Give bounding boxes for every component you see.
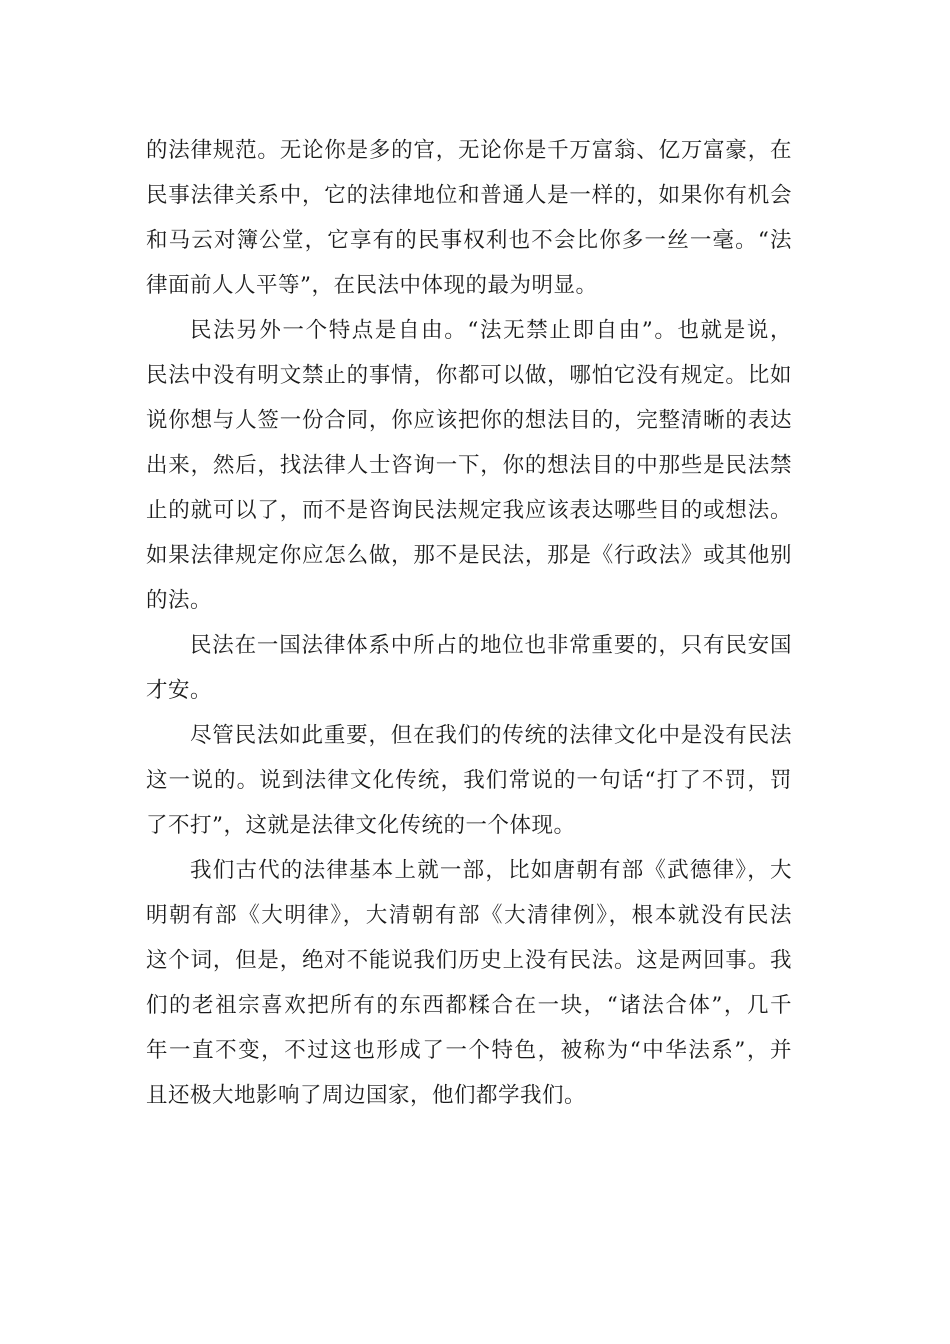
paragraph-4 bbox=[146, 713, 792, 848]
text-line: 和马云对簿公堂，它享有的民事权利也不会比你多一丝一毫。“法 bbox=[146, 228, 792, 253]
text-line: 年一直不变，不过这也形成了一个特色，被称为“中华法系”，并 bbox=[146, 1038, 792, 1063]
text-line: 的法。 bbox=[146, 588, 213, 613]
text-line: 民法在一国法律体系中所占的地位也非常重要的，只有民安国 bbox=[190, 633, 792, 658]
paragraph-3 bbox=[146, 623, 792, 713]
text-line: 这一说的。说到法律文化传统，我们常说的一句话“打了不罚，罚 bbox=[146, 768, 792, 793]
paragraph-1 bbox=[146, 128, 792, 308]
text-line: 民法另外一个特点是自由。“法无禁止即自由”。也就是说， bbox=[190, 318, 792, 343]
text-line: 们的老祖宗喜欢把所有的东西都糅合在一块，“诸法合体”，几千 bbox=[146, 993, 792, 1018]
text-line: 止的就可以了，而不是咨询民法规定我应该表达哪些目的或想法。 bbox=[146, 498, 792, 523]
text-line: 这个词，但是，绝对不能说我们历史上没有民法。这是两回事。我 bbox=[146, 948, 792, 973]
text-line: 民法中没有明文禁止的事情，你都可以做，哪怕它没有规定。比如 bbox=[146, 363, 792, 388]
text-line: 出来，然后，找法律人士咨询一下，你的想法目的中那些是民法禁 bbox=[146, 453, 792, 478]
text-line: 了不打”，这就是法律文化传统的一个体现。 bbox=[146, 813, 576, 838]
paragraph-5 bbox=[146, 848, 792, 1118]
text-line: 明朝有部《大明律》，大清朝有部《大清律例》，根本就没有民法 bbox=[146, 903, 792, 928]
text-line: 尽管民法如此重要，但在我们的传统的法律文化中是没有民法 bbox=[190, 723, 792, 748]
text-line: 说你想与人签一份合同，你应该把你的想法目的，完整清晰的表达 bbox=[146, 408, 792, 433]
document-body bbox=[146, 128, 792, 1118]
text-line: 如果法律规定你应怎么做，那不是民法，那是《行政法》或其他别 bbox=[146, 543, 792, 568]
paragraph-2 bbox=[146, 308, 792, 623]
text-line: 我们古代的法律基本上就一部，比如唐朝有部《武德律》，大 bbox=[190, 858, 792, 883]
text-line: 才安。 bbox=[146, 678, 213, 703]
text-line: 的法律规范。无论你是多的官，无论你是千万富翁、亿万富豪，在 bbox=[146, 138, 792, 163]
text-line: 且还极大地影响了周边国家，他们都学我们。 bbox=[146, 1083, 587, 1108]
text-line: 民事法律关系中，它的法律地位和普通人是一样的，如果你有机会 bbox=[146, 183, 792, 208]
text-line: 律面前人人平等”，在民法中体现的最为明显。 bbox=[146, 273, 598, 298]
